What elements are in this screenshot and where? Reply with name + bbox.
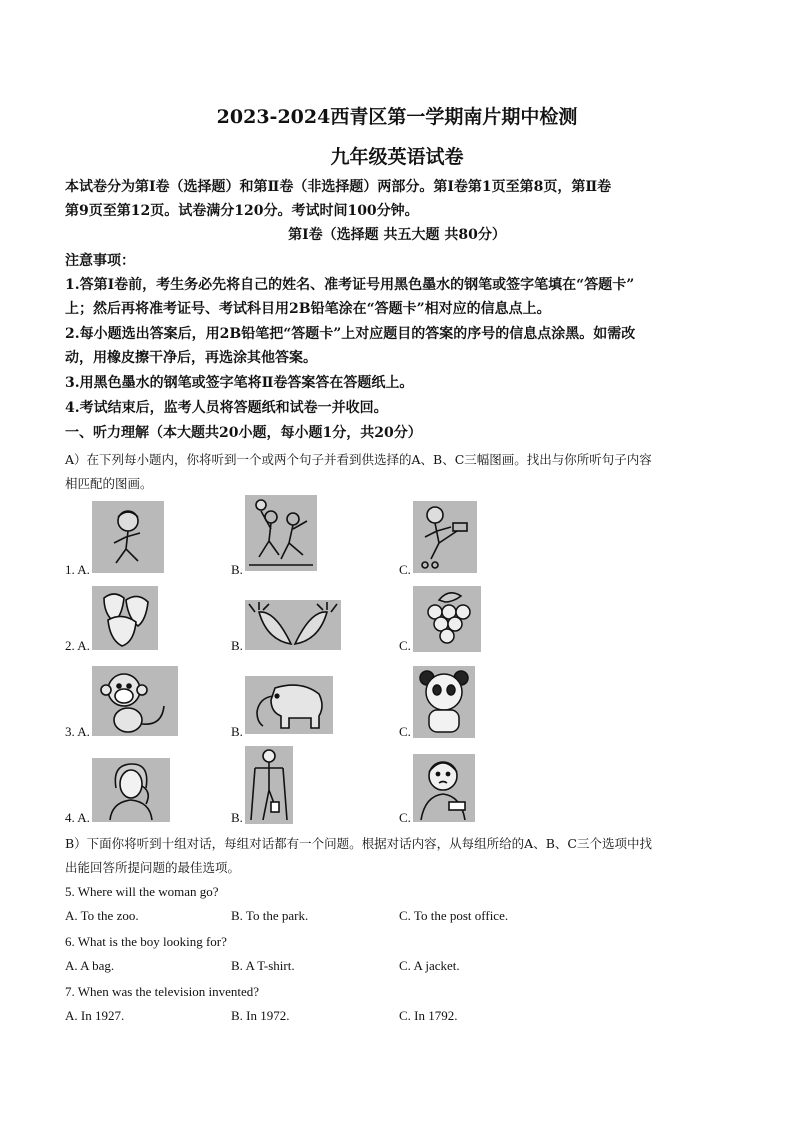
q1-option-a-label: 1. A. [65,562,90,577]
question-6-option-b: B. A T-shirt. [231,958,295,973]
monkey-icon[interactable] [92,666,178,736]
q4-option-c-label: C. [399,810,411,825]
q4-option-b-label: B. [231,810,243,825]
elephant-icon[interactable] [245,676,333,734]
q1-option-b-label: B. [231,562,243,577]
note-3: 3.用黑色墨水的钢笔或签字笔将Ⅱ卷答案答在答题纸上。 [65,375,414,391]
intro-line-1: 本试卷分为第Ⅰ卷（选择题）和第Ⅱ卷（非选择题）两部分。第Ⅰ卷第1页至第8页，第Ⅱ卷 [65,179,612,195]
q3-option-b-label: B. [231,724,243,739]
question-5-option-c: C. To the post office. [399,908,509,923]
panda-icon[interactable] [413,666,475,738]
grapes-icon[interactable] [413,586,481,652]
question-7-option-b: B. In 1972. [231,1008,290,1023]
q3-option-a-label: 3. A. [65,724,90,739]
note-1-line-2: 上；然后再将准考证号、考试科目用2B铅笔涂在“答题卡”相对应的信息点上。 [65,301,551,317]
boy-running-icon[interactable] [92,501,164,573]
question-5: 5. Where will the woman go? [65,884,219,899]
notes-heading: 注意事项： [65,253,135,269]
kids-playing-ball-icon[interactable] [245,495,317,571]
question-7: 7. When was the television invented? [65,984,259,999]
boy-hurt-arm-icon[interactable] [413,754,475,822]
q2-option-a-label: 2. A. [65,638,90,653]
question-6-option-a: A. A bag. [65,958,115,973]
part-a-instruction-line-1: A）在下列每小题内，你将听到一个或两个句子并看到供选择的A、B、C三幅图画。找出与你所听句子内容 [65,452,652,467]
q4-option-a-label: 4. A. [65,810,90,825]
question-5-option-b: B. To the park. [231,908,309,923]
volume-title: 第Ⅰ卷（选择题 共五大题 共80分） [288,227,506,243]
question-6: 6. What is the boy looking for? [65,934,227,949]
note-4: 4.考试结束后，监考人员将答题纸和试卷一并收回。 [65,400,388,416]
woman-toothache-icon[interactable] [92,758,170,822]
section-listening-heading: 一、听力理解（本大题共20小题，每小题1分，共20分） [65,425,422,441]
boy-roller-skating-icon[interactable] [413,501,477,573]
carrots-icon[interactable] [245,600,341,650]
q1-option-c-label: C. [399,562,411,577]
intro-line-2: 第9页至第12页。试卷满分120分。考试时间100分钟。 [65,203,419,219]
question-7-option-c: C. In 1792. [399,1008,458,1023]
man-crutches-icon[interactable] [245,746,293,824]
question-7-option-a: A. In 1927. [65,1008,125,1023]
part-b-instruction-line-1: B）下面你将听到十组对话，每组对话都有一个问题。根据对话内容，从每组所给的A、B、C三个选项中找 [65,836,652,851]
q3-option-c-label: C. [399,724,411,739]
q2-option-c-label: C. [399,638,411,653]
question-5-option-a: A. To the zoo. [65,908,139,923]
part-a-instruction-line-2: 相匹配的图画。 [65,476,153,491]
question-6-option-c: C. A jacket. [399,958,460,973]
exam-subtitle: 九年级英语试卷 [330,146,464,168]
strawberries-icon[interactable] [92,586,158,650]
note-2-line-2: 动，用橡皮擦干净后，再选涂其他答案。 [65,350,317,366]
q2-option-b-label: B. [231,638,243,653]
exam-title: 2023-2024西青区第一学期南片期中检测 [216,106,578,128]
note-1-line-1: 1.答第Ⅰ卷前，考生务必先将自己的姓名、准考证号用黑色墨水的钢笔或签字笔填在“答题卡” [65,277,635,293]
note-2-line-1: 2.每小题选出答案后，用2B铅笔把“答题卡”上对应题目的答案的序号的信息点涂黑。如需改 [65,326,636,342]
part-b-instruction-line-2: 出能回答所提问题的最佳选项。 [65,860,241,875]
